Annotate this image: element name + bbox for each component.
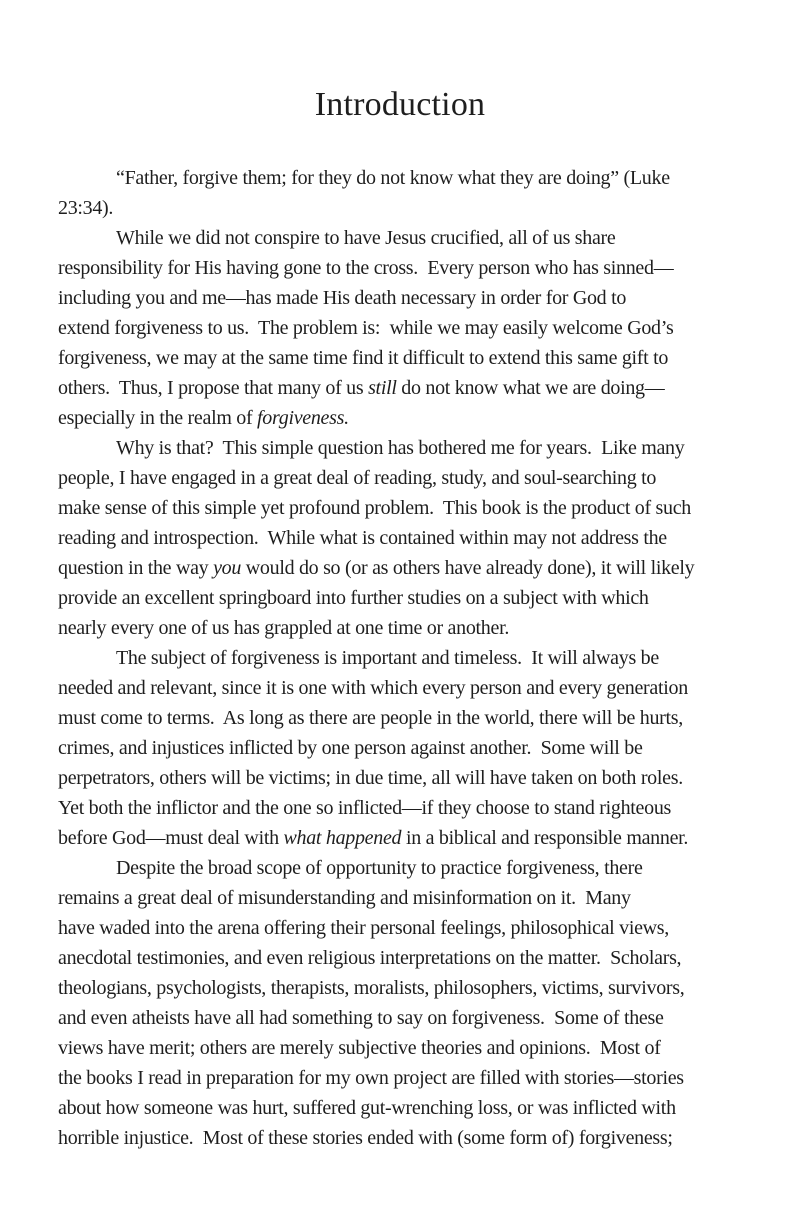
text-line [58, 1063, 800, 1093]
text-segment: people, I have engaged in a great deal of reading, study, and soul-searching to [58, 467, 657, 489]
italic-text: you [213, 557, 242, 579]
text-line [58, 313, 800, 343]
paragraph [58, 433, 800, 643]
text-segment: and even atheists have all had something to say on forgiveness. Some of these [58, 1007, 664, 1029]
text-line [58, 823, 800, 853]
text-line [58, 583, 800, 613]
text-line [58, 943, 800, 973]
paragraph [58, 643, 800, 853]
text-segment: needed and relevant, since it is one with which every person and every generation [58, 677, 688, 699]
text-line [58, 283, 800, 313]
text-segment: theologians, psychologists, therapists, moralists, philosophers, victims, survivors, [58, 977, 685, 999]
page-title: Introduction [314, 86, 486, 123]
text-segment: provide an excellent springboard into further studies on a subject with which [58, 587, 649, 609]
text-segment: anecdotal testimonies, and even religious interpretations on the matter. Scholars, [58, 947, 682, 969]
text-segment: nearly every one of us has grappled at one time or another. [58, 617, 510, 639]
text-line [58, 193, 800, 223]
text-line [58, 1123, 800, 1153]
text-segment: forgiveness, we may at the same time find it difficult to extend this same gift to [58, 347, 669, 369]
text-line [58, 223, 800, 253]
text-line [58, 463, 800, 493]
text-line [58, 433, 800, 463]
text-segment: must come to terms. As long as there are people in the world, there will be hurts, [58, 707, 683, 729]
text-segment: before God—must deal with [58, 827, 284, 849]
text-line [58, 1033, 800, 1063]
text-line [58, 373, 800, 403]
text-line [58, 643, 800, 673]
text-line [58, 343, 800, 373]
text-line [58, 613, 800, 643]
paragraph [58, 223, 800, 433]
text-line [58, 763, 800, 793]
text-line [58, 1003, 800, 1033]
text-line [58, 913, 800, 943]
text-segment: crimes, and injustices inflicted by one person against another. Some will be [58, 737, 643, 759]
text-line [58, 673, 800, 703]
text-line [58, 973, 800, 1003]
text-line [58, 703, 800, 733]
text-segment: The subject of forgiveness is important and timeless. It will always be [116, 647, 659, 669]
text-segment: Why is that? This simple question has bothered me for years. Like many [116, 437, 685, 459]
text-segment: views have merit; others are merely subjective theories and opinions. Most of [58, 1037, 661, 1059]
text-line [58, 253, 800, 283]
text-segment: extend forgiveness to us. The problem is: while we may easily welcome God’s [58, 317, 674, 339]
text-segment: 23:34). [58, 197, 114, 219]
text-line [58, 793, 800, 823]
text-line [58, 523, 800, 553]
text-line [58, 853, 800, 883]
italic-text: forgiveness. [257, 407, 349, 429]
text-segment: responsibility for His having gone to the cross. Every person who has sinned— [58, 257, 674, 279]
text-line [58, 883, 800, 913]
text-segment: make sense of this simple yet profound problem. This book is the product of such [58, 497, 692, 519]
text-segment: especially in the realm of [58, 407, 258, 429]
text-segment: have waded into the arena offering their personal feelings, philosophical views, [58, 917, 669, 939]
paragraph [58, 853, 800, 1153]
text-segment: in a biblical and responsible manner. [401, 827, 689, 849]
text-line [58, 493, 800, 523]
text-segment: perpetrators, others will be victims; in due time, all will have taken on both roles. [58, 767, 683, 789]
paragraph [58, 163, 800, 223]
text-segment: While we did not conspire to have Jesus crucified, all of us share [116, 227, 616, 249]
page-body [58, 163, 800, 1153]
text-segment: question in the way [58, 557, 214, 579]
italic-text: what happened [283, 827, 402, 849]
text-segment: Despite the broad scope of opportunity to practice forgiveness, there [116, 857, 643, 879]
text-line [58, 1093, 800, 1123]
text-segment: about how someone was hurt, suffered gut-wrenching loss, or was inflicted with [58, 1097, 676, 1119]
italic-text: still [368, 377, 397, 399]
text-segment: reading and introspection. While what is contained within may not address the [58, 527, 667, 549]
text-segment: Yet both the inflictor and the one so inflicted—if they choose to stand righteous [58, 797, 671, 819]
text-line [58, 553, 800, 583]
text-segment: horrible injustice. Most of these stories ended with (some form of) forgiveness; [58, 1127, 673, 1149]
text-line [58, 163, 800, 193]
text-segment: would do so (or as others have already done), it will likely [241, 557, 695, 579]
text-segment: including you and me—has made His death necessary in order for God to [58, 287, 627, 309]
text-segment: remains a great deal of misunderstanding and misinformation on it. Many [58, 887, 631, 909]
text-segment: the books I read in preparation for my own project are filled with stories—stories [58, 1067, 684, 1089]
text-segment: others. Thus, I propose that many of us [58, 377, 369, 399]
text-segment: “Father, forgive them; for they do not know what they are doing” (Luke [116, 167, 670, 189]
text-line [58, 403, 800, 433]
text-segment: do not know what we are doing— [396, 377, 665, 399]
text-line [58, 733, 800, 763]
